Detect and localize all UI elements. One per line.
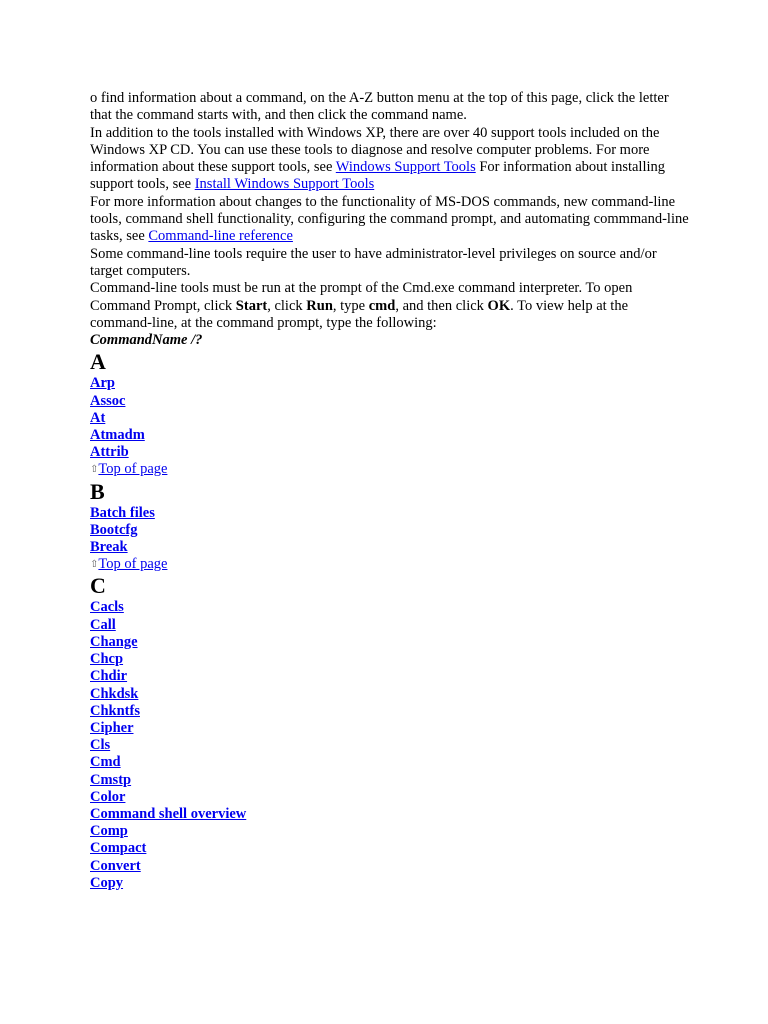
intro-paragraph-1: o find information about a command, on the A-Z button menu at the top of this page, click the letter that the command starts with, and then click the command name. (90, 90, 669, 124)
list-item (90, 806, 690, 823)
run-term: Run (306, 297, 333, 314)
command-link-atmadm[interactable]: Atmadm (90, 427, 145, 444)
command-link-cipher[interactable]: Cipher (90, 719, 134, 736)
list-item (90, 410, 690, 427)
list-item (90, 772, 690, 789)
up-arrow-icon: ⇧ (90, 559, 99, 571)
list-item (90, 737, 690, 754)
list-item (90, 754, 690, 771)
start-term: Start (235, 297, 268, 314)
section-b (90, 479, 690, 574)
command-list-c (90, 599, 690, 891)
command-link-copy[interactable]: Copy (90, 874, 124, 891)
section-a (90, 349, 690, 478)
intro-paragraph-3-text: For more information about changes to the functionality of MS-DOS commands, new command-line tools, command shell functionality, configuring the command prompt, and automating commmand-line tasks, see (90, 193, 689, 245)
command-link-cls[interactable]: Cls (90, 737, 111, 754)
command-line-reference-link[interactable]: Command-line reference (148, 228, 293, 245)
windows-support-tools-link[interactable]: Windows Support Tools (335, 159, 476, 176)
list-item (90, 686, 690, 703)
command-link-chkdsk[interactable]: Chkdsk (90, 685, 139, 702)
list-item (90, 840, 690, 857)
section-heading-c: C (90, 573, 106, 599)
command-link-chcp[interactable]: Chcp (90, 651, 124, 668)
section-heading-a: A (90, 349, 106, 375)
section-c (90, 573, 690, 891)
intro-paragraph-5 (90, 280, 690, 332)
intro-paragraph-5-text-a: Command-line tools must be run at the prompt of the Cmd.exe command interpreter. To open Command Prompt, click (90, 280, 633, 314)
command-link-assoc[interactable]: Assoc (90, 392, 126, 409)
up-arrow-icon: ⇧ (90, 464, 99, 476)
cmd-term: cmd (368, 297, 396, 314)
command-link-chkntfs[interactable]: Chkntfs (90, 702, 140, 719)
ok-term: OK (487, 297, 511, 314)
list-item (90, 599, 690, 616)
command-list-a (90, 375, 690, 461)
intro-paragraph-2-text-a: In addition to the tools installed with Windows XP, there are over 40 support tools included on the Windows XP CD. You can use these tools to diagnose and resolve computer problems. For more information about these support tools, see (90, 124, 660, 176)
list-item (90, 617, 690, 634)
command-link-color[interactable]: Color (90, 788, 126, 805)
intro-paragraph-5-text-c: , type (332, 297, 369, 314)
list-item (90, 634, 690, 651)
document-content (90, 90, 690, 892)
intro-paragraph-5-text-d: , and then click (395, 297, 488, 314)
list-item (90, 858, 690, 875)
intro-paragraph-3 (90, 194, 690, 246)
command-list-b (90, 505, 690, 557)
list-item (90, 539, 690, 556)
command-link-cmstp[interactable]: Cmstp (90, 771, 132, 788)
list-item (90, 703, 690, 720)
intro-paragraph-5-text-e: . To view help at the command-line, at the command prompt, type the following: (90, 297, 629, 331)
list-item (90, 720, 690, 737)
list-item (90, 427, 690, 444)
list-item (90, 668, 690, 685)
intro-paragraph-5-text-b: , click (267, 297, 307, 314)
command-link-attrib[interactable]: Attrib (90, 444, 129, 461)
list-item (90, 789, 690, 806)
top-of-page-b (90, 556, 690, 573)
command-link-cmd[interactable]: Cmd (90, 754, 121, 771)
top-of-page-link-a[interactable]: Top of page (98, 461, 168, 478)
list-item (90, 393, 690, 410)
command-link-at[interactable]: At (90, 409, 106, 426)
command-link-change[interactable]: Change (90, 633, 138, 650)
command-link-bootcfg[interactable]: Bootcfg (90, 521, 138, 538)
list-item (90, 444, 690, 461)
intro-paragraph-2 (90, 125, 690, 194)
command-link-compact[interactable]: Compact (90, 840, 147, 857)
section-heading-b: B (90, 478, 105, 504)
command-link-break[interactable]: Break (90, 539, 128, 556)
intro-paragraph-2-text-b: For information about installing support tools, see (90, 159, 666, 193)
list-item (90, 522, 690, 539)
command-link-call[interactable]: Call (90, 616, 116, 633)
command-link-comp[interactable]: Comp (90, 823, 128, 840)
list-item (90, 651, 690, 668)
command-link-arp[interactable]: Arp (90, 375, 115, 392)
list-item (90, 375, 690, 392)
install-windows-support-tools-link[interactable]: Install Windows Support Tools (194, 176, 375, 193)
command-link-cacls[interactable]: Cacls (90, 599, 124, 616)
intro-paragraph-4: Some command-line tools require the user to have administrator-level privileges on source and/or target computers. (90, 245, 657, 279)
command-link-chdir[interactable]: Chdir (90, 668, 128, 685)
command-link-command-shell-overview[interactable]: Command shell overview (90, 805, 247, 822)
command-syntax: CommandName /? (90, 332, 203, 349)
list-item (90, 823, 690, 840)
command-link-convert[interactable]: Convert (90, 857, 141, 874)
top-of-page-a (90, 461, 690, 478)
command-link-batch-files[interactable]: Batch files (90, 504, 155, 521)
top-of-page-link-b[interactable]: Top of page (98, 556, 168, 573)
list-item (90, 875, 690, 892)
list-item (90, 505, 690, 522)
